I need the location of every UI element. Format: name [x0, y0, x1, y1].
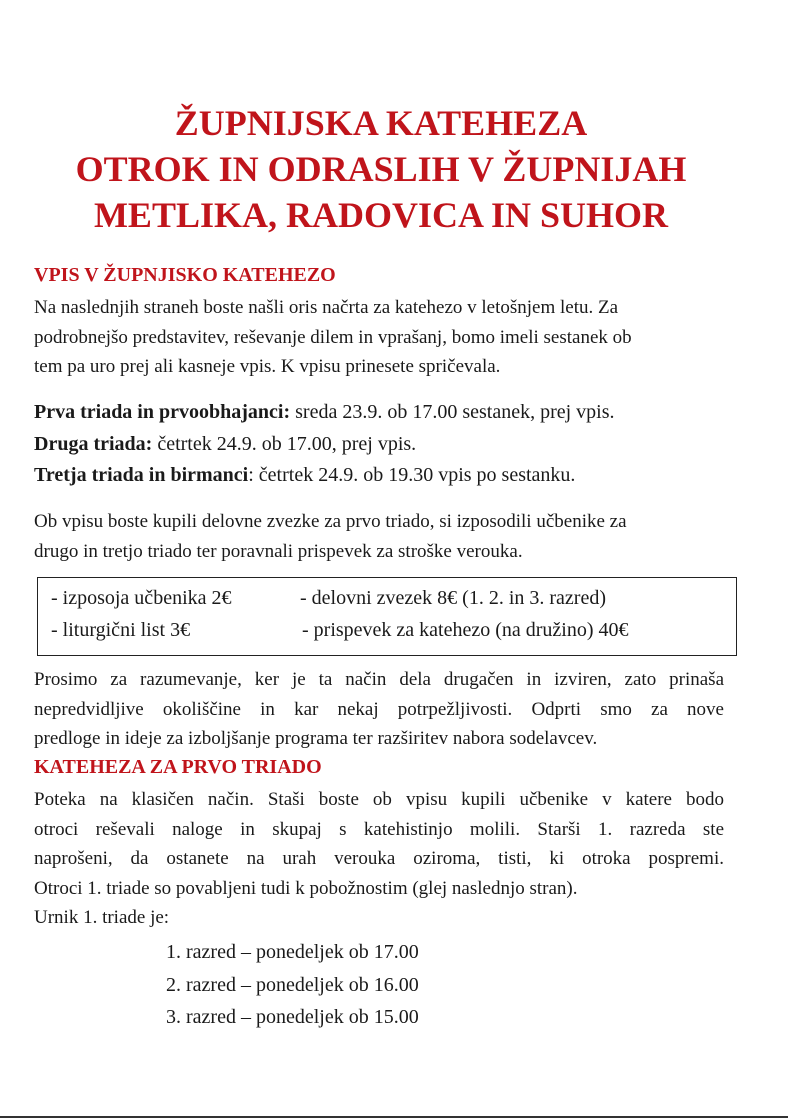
- text-line: Prosimo za razumevanje, ker je ta način dela drugačen in izviren, zato prinaša: [34, 669, 724, 690]
- enrollment-schedule: [34, 397, 754, 492]
- section-heading-prva-triada: KATEHEZA ZA PRVO TRIADO: [34, 756, 322, 778]
- prva-triada-paragraph: [34, 785, 724, 933]
- price-item: - prispevek za katehezo (na družino) 40€: [302, 619, 629, 641]
- title-line: OTROK IN ODRASLIH V ŽUPNIJAH: [75, 149, 687, 189]
- text-line: Ob vpisu boste kupili delovne zvezke za prvo triado, si izposodili učbenike za: [34, 511, 627, 532]
- supplies-paragraph: [34, 507, 724, 566]
- schedule-line: [34, 460, 754, 492]
- schedule-label: Prva triada in prvoobhajanci:: [34, 401, 291, 423]
- text-line: nepredvidljive okoliščine in kar nekaj potrpežljivosti. Odprti smo za nove: [34, 698, 724, 720]
- schedule-line: [34, 429, 754, 461]
- text-line: Poteka na klasičen način. Staši boste ob vpisu kupili učbenike v katere bodo: [34, 789, 724, 810]
- schedule-label: Druga triada:: [34, 432, 153, 455]
- schedule-text: : četrtek 24.9. ob 19.30 vpis po sestanku.: [248, 464, 576, 486]
- schedule-line: [34, 397, 754, 429]
- text-line: naprošeni, da ostanete na urah verouka oziroma, tisti, ki otroka pospremi.: [34, 848, 724, 869]
- class-timetable: [166, 936, 419, 1034]
- text-line: Na naslednjih straneh boste našli oris načrta za katehezo v letošnjem letu. Za: [34, 297, 619, 318]
- price-item: - izposoja učbenika 2€: [51, 587, 232, 609]
- text-line: podrobnejšo predstavitev, reševanje dilem in vprašanj, bomo imeli sestanek ob: [34, 326, 632, 348]
- timetable-row: 2. razred – ponedeljek ob 16.00: [166, 973, 419, 996]
- text-line: otroci reševali naloge in skupaj s katehistinjo molili. Starši 1. razreda ste: [34, 818, 724, 840]
- timetable-row: 3. razred – ponedeljek ob 15.00: [166, 1006, 419, 1028]
- page-title: [0, 100, 762, 238]
- understanding-paragraph: [34, 665, 724, 754]
- price-list-box: [37, 577, 737, 656]
- title-line: ŽUPNIJSKA KATEHEZA: [174, 103, 588, 143]
- text-line: tem pa uro prej ali kasneje vpis. K vpisu prinesete spričevala.: [34, 356, 501, 377]
- timetable-row: 1. razred – ponedeljek ob 17.00: [166, 941, 419, 963]
- vpis-paragraph: [34, 293, 724, 382]
- text-line: Urnik 1. triade je:: [34, 907, 170, 928]
- schedule-label: Tretja triada in birmanci: [34, 464, 249, 486]
- schedule-text: četrtek 24.9. ob 17.00, prej vpis.: [152, 432, 417, 455]
- section-heading-vpis: VPIS V ŽUPNJISKO KATEHEZO: [34, 264, 336, 286]
- text-line: drugo in tretjo triado ter poravnali prispevek za stroške verouka.: [34, 540, 523, 562]
- text-line: Otroci 1. triade so povabljeni tudi k pobožnostim (glej naslednjo stran).: [34, 877, 578, 899]
- price-item: - liturgični list 3€: [51, 619, 191, 641]
- schedule-text: sreda 23.9. ob 17.00 sestanek, prej vpis.: [290, 401, 615, 423]
- text-line: predloge in ideje za izboljšanje programa ter razširitev nabora sodelavcev.: [34, 728, 598, 749]
- price-item: - delovni zvezek 8€ (1. 2. in 3. razred): [300, 587, 606, 609]
- title-line: METLIKA, RADOVICA IN SUHOR: [93, 195, 669, 235]
